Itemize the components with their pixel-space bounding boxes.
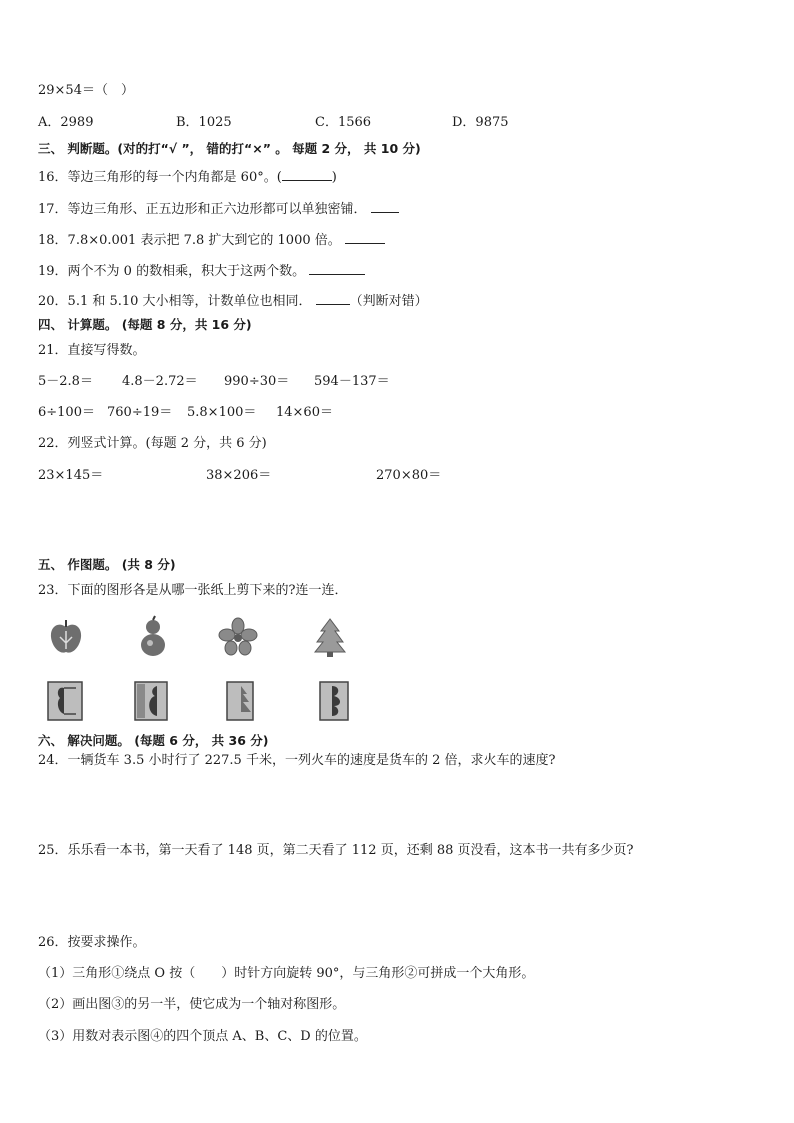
question-16 — [38, 166, 337, 187]
question-19-text: 19．两个不为 0 的数相乘，积大于这两个数。 — [38, 264, 306, 279]
paper-cut-flower-icon[interactable] — [318, 680, 350, 722]
mental-math-row-1 — [38, 373, 738, 391]
mental-math-item: 5－2.8＝ — [38, 374, 93, 389]
question-16-text: 16．等边三角形的每一个内角都是 60°。( — [38, 170, 282, 185]
question-19 — [38, 260, 365, 281]
gourd-icon[interactable] — [133, 615, 173, 659]
column-calc-item: 270×80＝ — [376, 468, 442, 483]
question-20-text: 20．5.1 和 5.10 大小相等，计数单位也相同． — [38, 294, 312, 309]
question-16-tail: ) — [331, 170, 337, 185]
mental-math-item: 6÷100＝ — [38, 405, 95, 420]
question-20-tail: （判断对错） — [349, 294, 428, 309]
mental-math-item: 760÷19＝ — [107, 405, 173, 420]
question-25: 25．乐乐看一本书，第一天看了 148 页，第二天看了 112 页，还剩 88 页没看，这本书一共有多少页? — [38, 843, 634, 858]
answer-blank-20[interactable] — [316, 290, 350, 305]
section-5-heading: 五、 作图题。 (共 8 分) — [38, 557, 176, 572]
question-15-options — [38, 114, 738, 132]
column-calc-item: 38×206＝ — [206, 468, 272, 483]
option-b[interactable]: B．1025 — [176, 115, 232, 130]
question-26-part-2: （2）画出图③的另一半，使它成为一个轴对称图形。 — [38, 997, 346, 1012]
apple-icon[interactable] — [46, 617, 86, 657]
mental-math-item: 990÷30＝ — [224, 374, 290, 389]
flower-icon[interactable] — [218, 617, 258, 657]
mental-math-item: 5.8×100＝ — [187, 405, 257, 420]
mental-math-item: 594－137＝ — [314, 374, 390, 389]
question-18-text: 18．7.8×0.001 表示把 7.8 扩大到它的 1000 倍。 — [38, 233, 341, 248]
question-24: 24．一辆货车 3.5 小时行了 227.5 千米，一列火车的速度是货车的 2 倍，求火车的速度? — [38, 753, 556, 768]
answer-blank-19[interactable] — [309, 260, 365, 275]
section-4-heading: 四、 计算题。 (每题 8 分，共 16 分) — [38, 317, 252, 332]
column-calc-row — [38, 467, 738, 485]
tree-icon[interactable] — [313, 617, 347, 657]
question-23: 23．下面的图形各是从哪一张纸上剪下来的?连一连． — [38, 583, 348, 598]
paper-cut-apple-icon[interactable] — [46, 680, 84, 722]
option-c[interactable]: C．1566 — [315, 115, 372, 130]
column-calc-item: 23×145＝ — [38, 468, 104, 483]
question-20 — [38, 290, 428, 311]
question-26-part-3: （3）用数对表示图④的四个顶点 A、B、C、D 的位置。 — [38, 1029, 367, 1044]
answer-blank-17[interactable] — [371, 198, 399, 213]
answer-blank-18[interactable] — [345, 229, 385, 244]
question-22: 22．列竖式计算。(每题 2 分，共 6 分) — [38, 436, 267, 451]
answer-blank-16[interactable] — [282, 166, 332, 181]
mental-math-row-2 — [38, 404, 738, 422]
question-26-part-1: （1）三角形①绕点 O 按（ ）时针方向旋转 90°，与三角形②可拼成一个大角形。 — [38, 966, 535, 981]
question-17-text: 17．等边三角形、正五边形和正六边形都可以单独密铺． — [38, 202, 367, 217]
option-d[interactable]: D．9875 — [452, 115, 509, 130]
question-17 — [38, 198, 399, 219]
mental-math-item: 4.8－2.72＝ — [122, 374, 198, 389]
question-18 — [38, 229, 385, 250]
paper-cut-gourd-icon[interactable] — [133, 680, 169, 722]
mental-math-item: 14×60＝ — [276, 405, 333, 420]
section-3-heading: 三、 判断题。(对的打“√ ”， 错的打“×” 。 每题 2 分， 共 10 分) — [38, 141, 421, 156]
paper-cut-tree-icon[interactable] — [225, 680, 255, 722]
option-a[interactable]: A．2989 — [38, 115, 94, 130]
question-15: 29×54＝（ ） — [38, 83, 134, 98]
section-6-heading: 六、 解决问题。 (每题 6 分， 共 36 分) — [38, 733, 269, 748]
question-26: 26．按要求操作。 — [38, 935, 146, 950]
question-21: 21．直接写得数。 — [38, 343, 146, 358]
